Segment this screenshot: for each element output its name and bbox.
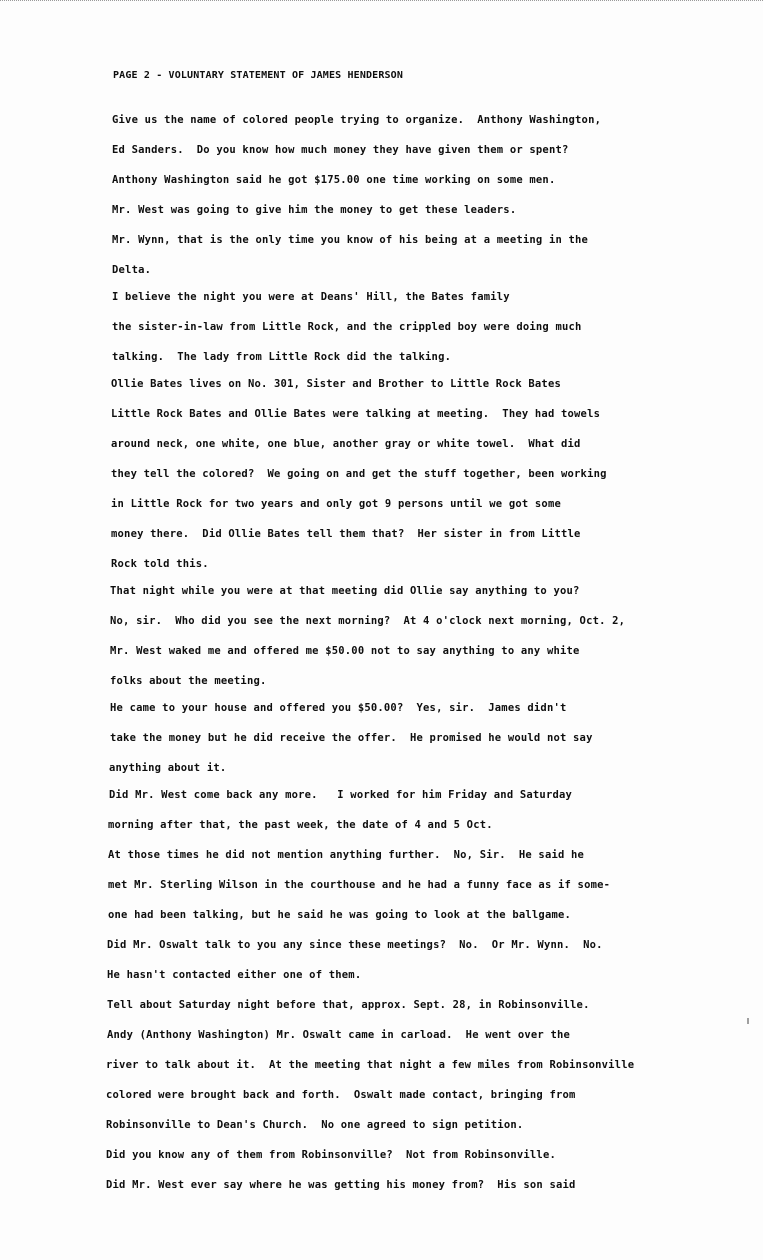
text-line: Anthony Washington said he got $175.00 one time working on some men. — [112, 174, 556, 186]
text-line: That night while you were at that meeting did Ollie say anything to you? — [110, 585, 580, 597]
text-line: one had been talking, but he said he was going to look at the ballgame. — [108, 909, 572, 921]
text-line: morning after that, the past week, the date of 4 and 5 Oct. — [108, 819, 493, 831]
text-line: No, sir. Who did you see the next morning? At 4 o'clock next morning, Oct. 2, — [110, 615, 626, 627]
text-line: Delta. — [112, 264, 152, 276]
text-line: folks about the meeting. — [110, 675, 267, 687]
text-line: Did Mr. Oswalt talk to you any since these meetings? No. Or Mr. Wynn. No. — [107, 939, 603, 951]
text-line: Rock told this. — [111, 558, 209, 570]
text-line: Did Mr. West ever say where he was getting his money from? His son said — [106, 1179, 576, 1191]
page-top-edge — [0, 0, 763, 6]
text-line: met Mr. Sterling Wilson in the courthouse and he had a funny face as if some- — [108, 879, 611, 891]
text-line: He hasn't contacted either one of them. — [107, 969, 362, 981]
text-line: Tell about Saturday night before that, approx. Sept. 28, in Robinsonville. — [107, 999, 590, 1011]
text-line: He came to your house and offered you $50.00? Yes, sir. James didn't — [110, 702, 567, 714]
text-line: At those times he did not mention anything further. No, Sir. He said he — [108, 849, 585, 861]
text-line: talking. The lady from Little Rock did the talking. — [112, 351, 452, 363]
text-line: I believe the night you were at Deans' Hill, the Bates family — [112, 291, 510, 303]
text-line: around neck, one white, one blue, another gray or white towel. What did — [111, 438, 581, 450]
scan-speck — [747, 1018, 749, 1024]
statement-body — [0, 113, 763, 1208]
text-line: take the money but he did receive the offer. He promised he would not say — [110, 732, 593, 744]
text-line: in Little Rock for two years and only got 9 persons until we got some — [111, 498, 561, 510]
text-line: Little Rock Bates and Ollie Bates were talking at meeting. They had towels — [111, 408, 601, 420]
text-line: Ed Sanders. Do you know how much money they have given them or spent? — [112, 144, 569, 156]
text-line: Andy (Anthony Washington) Mr. Oswalt came in carload. He went over the — [107, 1029, 571, 1041]
text-line: Mr. West waked me and offered me $50.00 not to say anything to any white — [110, 645, 580, 657]
text-line: Ollie Bates lives on No. 301, Sister and Brother to Little Rock Bates — [111, 378, 561, 390]
text-line: the sister-in-law from Little Rock, and the crippled boy were doing much — [112, 321, 582, 333]
text-line: Mr. Wynn, that is the only time you know of his being at a meeting in the — [112, 234, 589, 246]
text-line: they tell the colored? We going on and get the stuff together, been working — [111, 468, 607, 480]
text-line: anything about it. — [109, 762, 227, 774]
text-line: Give us the name of colored people trying to organize. Anthony Washington, — [112, 114, 602, 126]
page-heading: PAGE 2 - VOLUNTARY STATEMENT OF JAMES HENDERSON — [113, 70, 404, 81]
text-line: Mr. West was going to give him the money to get these leaders. — [112, 204, 517, 216]
text-line: colored were brought back and forth. Oswalt made contact, bringing from — [106, 1089, 576, 1101]
text-line: Robinsonville to Dean's Church. No one agreed to sign petition. — [106, 1119, 524, 1131]
text-line: money there. Did Ollie Bates tell them that? Her sister in from Little — [111, 528, 581, 540]
text-line: Did Mr. West come back any more. I worked for him Friday and Saturday — [109, 789, 573, 801]
text-line: river to talk about it. At the meeting that night a few miles from Robinsonville — [106, 1059, 635, 1071]
text-line: Did you know any of them from Robinsonville? Not from Robinsonville. — [106, 1149, 556, 1161]
